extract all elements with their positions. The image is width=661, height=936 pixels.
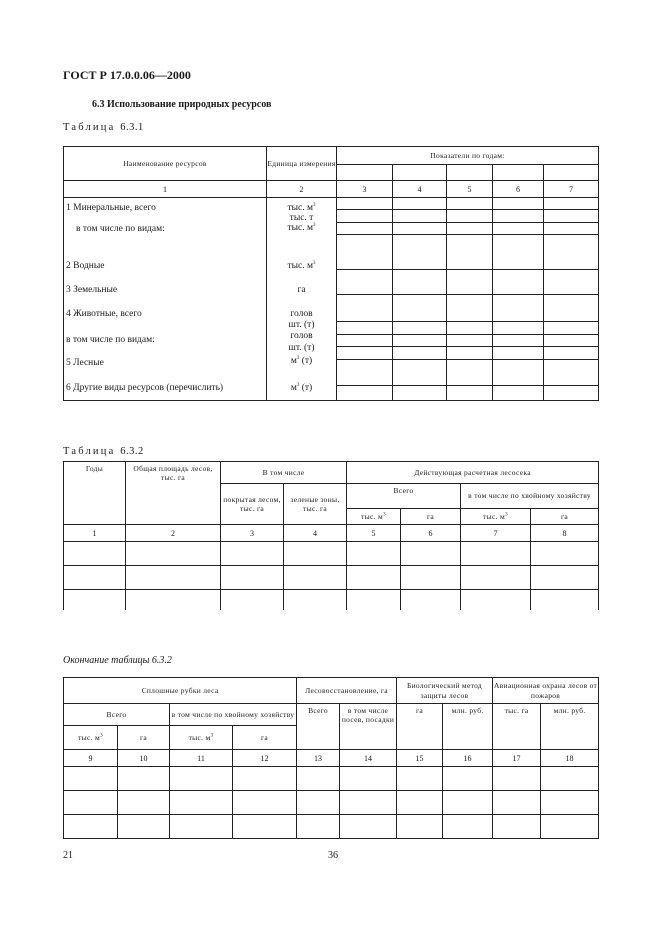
header-ha: га (531, 509, 599, 525)
header-biological-method: Биологический метод защиты лесов (397, 678, 493, 704)
units-column (267, 198, 337, 401)
resource-name: 3 Земельные (66, 285, 118, 295)
unit-label: шт. (т) (288, 320, 315, 330)
year-cell (493, 165, 544, 181)
header-cut-coniferous: в том числе по хвойному хозяйству (170, 704, 297, 726)
column-number: 7 (461, 525, 531, 542)
table-6-3-1 (63, 146, 599, 401)
column-number: 15 (397, 750, 443, 767)
header-reforestation-planting: в том числе посев, посадки (340, 704, 397, 750)
header-avia-tha: тыс. га (493, 704, 541, 750)
year-cell (544, 165, 599, 181)
column-number: 9 (64, 750, 118, 767)
header-bio-ha: га (397, 704, 443, 750)
column-number: 11 (170, 750, 233, 767)
page-number: 36 (328, 850, 338, 861)
table-row (64, 542, 599, 566)
unit-label: тыс. $м^3$ (287, 202, 316, 213)
header-resource-name: Наименование ресурсов (64, 147, 267, 181)
header-forested: покрытая лесом, тыс. га (221, 484, 284, 525)
column-number: 17 (493, 750, 541, 767)
column-number: 7 (544, 181, 599, 198)
year-cell (393, 165, 447, 181)
header-ha: га (233, 726, 297, 750)
header-years: Годы (64, 462, 126, 525)
unit-label: тыс. $м^3$ (287, 260, 316, 271)
header-cut-total: Всего (347, 484, 461, 509)
column-number: 18 (541, 750, 599, 767)
year-cell (447, 165, 493, 181)
document-id: ГОСТ Р 17.0.0.06—2000 (63, 68, 191, 82)
column-number: 1 (64, 181, 267, 198)
table-6-3-2 (63, 461, 599, 610)
column-number: 5 (347, 525, 401, 542)
resource-name: в том числе по видам: (66, 335, 155, 345)
table-row (64, 791, 599, 815)
header-cut-coniferous: в том числе по хвойному хозяйству (461, 484, 599, 509)
table2-caption (63, 446, 144, 457)
unit-label: га (297, 285, 306, 295)
unit-label: $м^3$ (т) (290, 355, 313, 366)
resource-name: в том числе по видам: (76, 224, 165, 234)
header-th-m3: тыс. $м^3$ (170, 726, 233, 750)
table-row (64, 815, 599, 839)
column-number: 12 (233, 750, 297, 767)
table-6-3-2-end (63, 677, 599, 839)
header-ha: га (118, 726, 170, 750)
unit-label: $м^3$ (т) (290, 382, 313, 393)
column-number: 16 (443, 750, 493, 767)
column-number: 8 (531, 525, 599, 542)
column-number: 2 (267, 181, 337, 198)
header-ha: га (401, 509, 461, 525)
table2-caption-number: 6.3.2 (120, 446, 144, 457)
table2-caption-word: Таблица (63, 446, 116, 457)
resource-names-column (64, 198, 267, 401)
column-number: 13 (297, 750, 340, 767)
unit-label: тыс. $м^3$ (287, 222, 316, 233)
header-bio-mln: млн. руб. (443, 704, 493, 750)
table-row (64, 566, 599, 590)
header-including: В том числе (221, 462, 347, 484)
unit-label: тыс. т (289, 213, 314, 223)
header-avia-mln: млн. руб. (541, 704, 599, 750)
header-th-m3: тыс. $м^3$ (64, 726, 118, 750)
column-number: 14 (340, 750, 397, 767)
header-green-zones: зеленые зоны, тыс. га (284, 484, 347, 525)
column-number: 5 (447, 181, 493, 198)
column-number: 3 (337, 181, 393, 198)
resource-name: 2 Водные (66, 261, 105, 271)
section-title: 6.3 Использование природных ресурсов (92, 99, 272, 110)
column-number: 3 (221, 525, 284, 542)
header-clear-cutting: Сплошные рубки леса (64, 678, 297, 704)
table1-caption (63, 122, 144, 133)
footer-number: 21 (63, 850, 73, 861)
header-th-m3: тыс. $м^3$ (347, 509, 401, 525)
column-number: 4 (284, 525, 347, 542)
table2-continuation-caption: Окончание таблицы 6.3.2 (63, 655, 172, 666)
column-number: 6 (401, 525, 461, 542)
header-reforestation: Лесовосстановление, га (297, 678, 397, 704)
unit-label: голов (290, 309, 313, 319)
header-aviation-protection: Авиационная охрана лесов от пожаров (493, 678, 599, 704)
column-number: 6 (493, 181, 544, 198)
header-th-m3: тыс. $м^3$ (461, 509, 531, 525)
column-number: 2 (126, 525, 221, 542)
year-cell (337, 165, 393, 181)
table1-caption-word: Таблица (63, 122, 116, 133)
header-unit: Единица измерения (267, 147, 337, 181)
table-row (64, 767, 599, 791)
column-number: 4 (393, 181, 447, 198)
header-total-forest-area: Общая площадь лесов, тыс. га (126, 462, 221, 525)
resource-name: 5 Лесные (66, 358, 104, 368)
unit-label: шт. (т) (288, 343, 315, 353)
unit-label: голов (290, 331, 313, 341)
column-number: 10 (118, 750, 170, 767)
resource-name: 6 Другие виды ресурсов (перечислить) (66, 383, 224, 393)
column-number: 1 (64, 525, 126, 542)
header-allowable-cut: Действующая расчетная лесосека (347, 462, 599, 484)
resource-name: 1 Минеральные, всего (66, 203, 156, 213)
table1-caption-number: 6.3.1 (120, 122, 144, 133)
table-row (64, 590, 599, 610)
resource-name: 4 Животные, всего (66, 309, 142, 319)
header-reforestation-total: Всего (297, 704, 340, 750)
header-indicators-by-year: Показатели по годам: (337, 147, 599, 165)
header-cut-total: Всего (64, 704, 170, 726)
